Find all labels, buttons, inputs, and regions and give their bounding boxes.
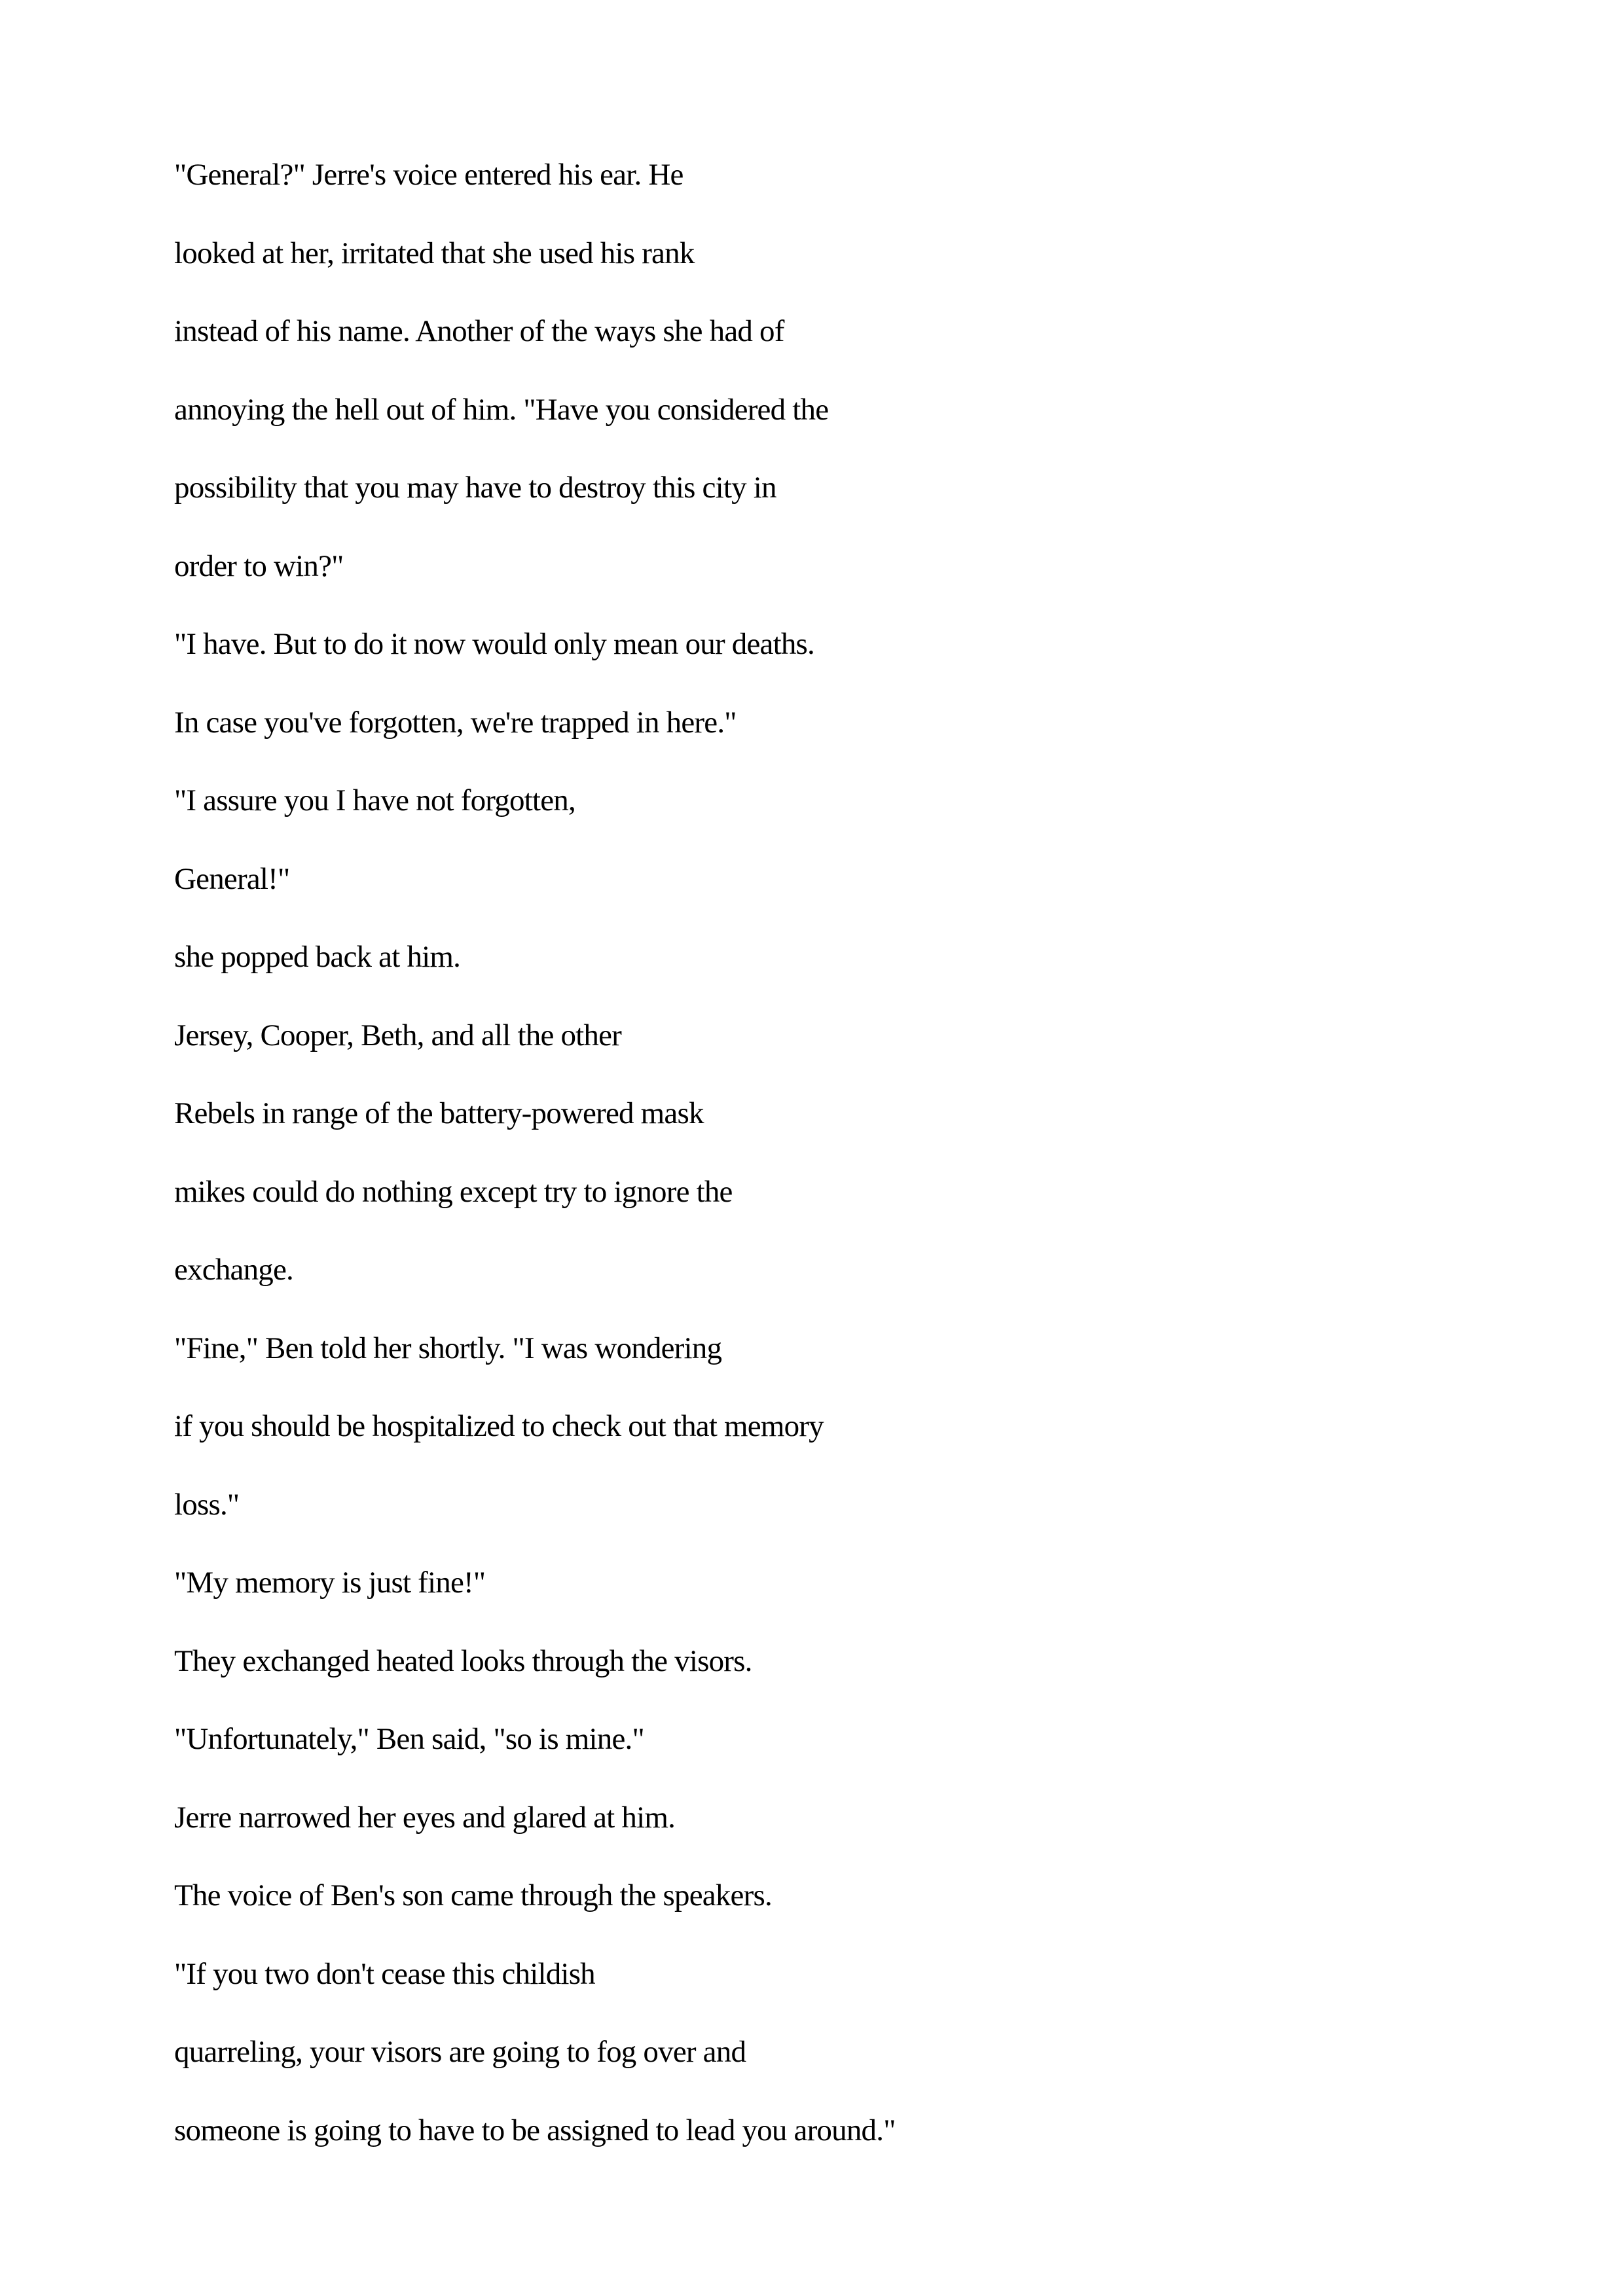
text-line: annoying the hell out of him. "Have you considered the bbox=[174, 392, 829, 427]
text-line: possibility that you may have to destroy this city in bbox=[174, 471, 776, 505]
text-line: loss." bbox=[174, 1487, 240, 1522]
text-line: "I assure you I have not forgotten, bbox=[174, 783, 575, 817]
text-line: They exchanged heated looks through the visors. bbox=[174, 1643, 752, 1678]
text-line: "Fine," Ben told her shortly. "I was wondering bbox=[174, 1331, 722, 1365]
text-line: if you should be hospitalized to check out that memory bbox=[174, 1409, 824, 1443]
text-line: instead of his name. Another of the ways she had of bbox=[174, 314, 784, 348]
body-text bbox=[174, 147, 1484, 2181]
text-line: Jersey, Cooper, Beth, and all the other bbox=[174, 1018, 622, 1052]
text-line: "My memory is just fine!" bbox=[174, 1566, 486, 1600]
text-line: quarreling, your visors are going to fog over and bbox=[174, 2035, 746, 2069]
text-line: Jerre narrowed her eyes and glared at him. bbox=[174, 1800, 676, 1835]
text-line: "I have. But to do it now would only mean our deaths. bbox=[174, 627, 814, 661]
text-line: In case you've forgotten, we're trapped in here." bbox=[174, 705, 737, 740]
text-line: order to win?" bbox=[174, 548, 344, 583]
text-line: The voice of Ben's son came through the speakers. bbox=[174, 1878, 772, 1912]
text-line: "General?" Jerre's voice entered his ear. He bbox=[174, 158, 684, 192]
text-line: Rebels in range of the battery-powered mask bbox=[174, 1096, 704, 1130]
text-line: "Unfortunately," Ben said, "so is mine." bbox=[174, 1722, 644, 1756]
text-line: looked at her, irritated that she used his rank bbox=[174, 236, 695, 270]
text-line: she popped back at him. bbox=[174, 940, 461, 974]
text-line: General!" bbox=[174, 861, 290, 896]
text-line: exchange. bbox=[174, 1253, 293, 1287]
text-line: someone is going to have to be assigned to lead you around." bbox=[174, 2113, 896, 2147]
text-line: mikes could do nothing except try to ignore the bbox=[174, 1174, 733, 1209]
text-line: "If you two don't cease this childish bbox=[174, 1956, 595, 1991]
